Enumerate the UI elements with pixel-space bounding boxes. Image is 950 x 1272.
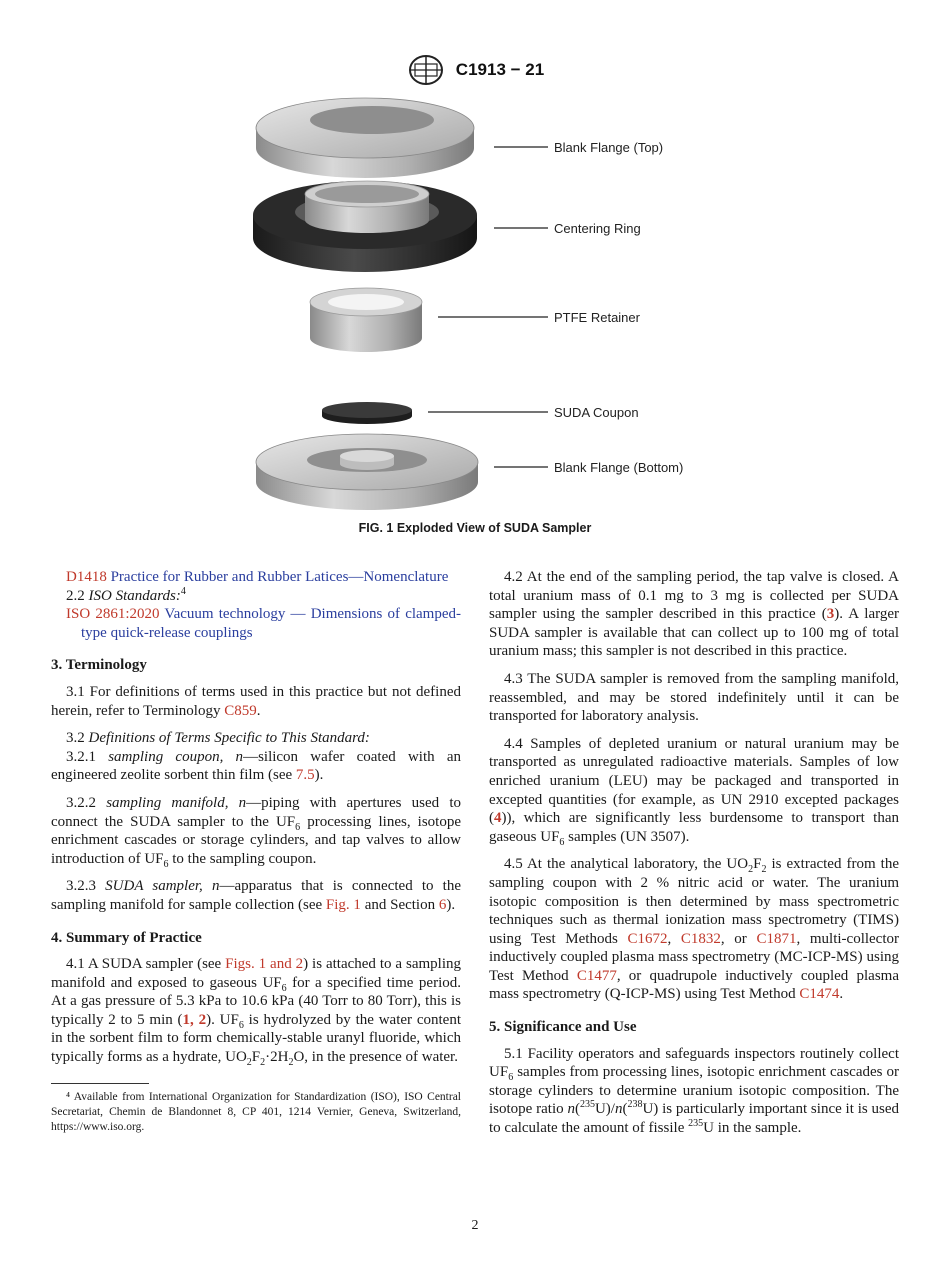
blank-flange-top	[256, 98, 474, 178]
footnote-divider	[51, 1083, 149, 1084]
paragraph-4-5: 4.5 At the analytical laboratory, the $UO_2F_2$ is extracted from the sampling coupon with 2 % nitric acid or water. The uranium isotopic composition is then determined by mass spectrometric techniques such as thermal ionization mass spectrometry (TIMS) using Test Methods C1672, C1832, or C1871, multi-collector inductively coupled plasma mass spectrometry (MC-ICP-MS) using Test Method C1477, or quadrupole inductively coupled plasma mass spectrometry (Q-ICP-MS) using Test Method C1474.	[489, 856, 900, 1003]
label-suda-coupon: SUDA Coupon	[554, 405, 639, 420]
standard-code: C1913 − 21	[455, 60, 545, 79]
page-number: 2	[471, 1218, 479, 1233]
ref-title-link[interactable]: Vacuum technology — Dimensions of clamped-type quick-release couplings	[81, 606, 462, 641]
iso-standards-heading: 2.2 ISO Standards:$^4$	[66, 585, 186, 604]
left-column	[51, 568, 461, 1135]
paragraph-5-1: 5.1 Facility operators and safeguards inspectors routinely collect $UF_6$ samples from processing lines, isotopic enrichment cascades or storage cylinders to determine uranium isotopic composition. The isotope ratio n($^{235}$U)/n($^{238}$U) is particularly important since it is used to calculate the amount of fissile $^{235}$U in the sample.	[489, 1045, 899, 1137]
ref-link-4[interactable]: 4	[494, 810, 502, 827]
paragraph-3-2: 3.2 Definitions of Terms Specific to This Standard:	[66, 730, 370, 747]
link-c1871[interactable]: C1871	[756, 930, 797, 947]
link-c1672[interactable]: C1672	[627, 930, 668, 947]
link-fig-1[interactable]: Fig. 1	[325, 896, 361, 913]
figure-caption: FIG. 1 Exploded View of SUDA Sampler	[358, 521, 592, 535]
paragraph-4-4: 4.4 Samples of depleted uranium or natural uranium may be transported as unregulated radioactive materials. Samples of low enriched uranium (LEU) may be packaged and transported in excepted quantities (for example, as UN 2910 excepted packages (4)), which are significantly less burdensome to transport than gaseous $UF_6$ samples (UN 3507).	[489, 735, 899, 848]
link-c859[interactable]: C859	[224, 702, 257, 719]
section-5-heading: 5. Significance and Use	[489, 1019, 637, 1036]
paragraph-3-2-3: 3.2.3 SUDA sampler, n—apparatus that is connected to the sampling manifold for sample collection (see Fig. 1 and Section 6).	[51, 878, 461, 913]
centering-ring	[253, 181, 477, 272]
link-c1832[interactable]: C1832	[680, 930, 721, 947]
document-header	[0, 52, 950, 88]
link-c1477[interactable]: C1477	[576, 967, 617, 984]
exploded-view-figure	[0, 90, 950, 520]
astm-logo-icon	[406, 54, 446, 86]
section-4-heading: 4. Summary of Practice	[51, 929, 202, 946]
ref-title-link[interactable]: Practice for Rubber and Rubber Latices—Nomenclature	[110, 569, 449, 585]
paragraph-4-3: 4.3 The SUDA sampler is removed from the sampling manifold, reassembled, and may be stored indefinitely until it can be transported for laboratory analysis.	[489, 670, 899, 725]
paragraph-4-2: 4.2 At the end of the sampling period, the tap valve is closed. A total uranium mass of 0.1 mg to 3 mg is collected per SUDA sampler using the sampler described in this practice (3). A larger SUDA sampler is available that can collect up to 100 mg of total uranium mass; this sampler is not described in this practice.	[489, 569, 899, 660]
ref-link-1-2[interactable]: 1, 2	[182, 1011, 207, 1028]
link-7-5[interactable]: 7.5	[295, 767, 315, 784]
ptfe-retainer	[310, 288, 422, 352]
label-centering-ring: Centering Ring	[554, 221, 641, 236]
footnote-4: ⁴ Available from International Organization for Standardization (ISO), ISO Central Secretariat, Chemin de Blandonnet 8, CP 401, 1214 Vernier, Geneva, Switzerland, https://www.iso.org.	[51, 1090, 461, 1133]
ref-link-3[interactable]: 3	[826, 606, 835, 623]
label-blank-flange-bottom: Blank Flange (Bottom)	[554, 460, 684, 475]
suda-coupon	[322, 402, 412, 424]
paragraph-3-2-1: 3.2.1 sampling coupon, n—silicon wafer coated with an engineered zeolite sorbent thin film (see 7.5).	[51, 748, 462, 784]
blank-flange-bottom	[256, 434, 478, 510]
paragraph-3-2-2: 3.2.2 sampling manifold, n—piping with apertures used to connect the SUDA sampler to the $UF_6$ processing lines, isotope enrichment cascades or storage cylinders, and tap valves to allow introduction of $UF_6$ to the sampling coupon.	[51, 794, 461, 870]
section-3-heading: 3. Terminology	[51, 657, 147, 674]
paragraph-4-1: 4.1 A SUDA sampler (see Figs. 1 and 2) is attached to a sampling manifold and exposed to gaseous $UF_6$ for a specified time period. At a gas pressure of 5.3 kPa to 10.6 kPa (40 Torr to 80 Torr), this is typically 2 to 5 min (1, 2). $UF_6$ is hydrolyzed by the water content in the sorbent film to form chemically-stable uranyl fluoride, which typically forms as a hydrate, $UO_2F_2\cdot 2H_2O$, in the presence of water.	[51, 956, 461, 1069]
link-section-6[interactable]: 6	[438, 896, 447, 913]
label-ptfe-retainer: PTFE Retainer	[554, 310, 640, 325]
link-figs-1-2[interactable]: Figs. 1 and 2	[225, 956, 304, 973]
reference-d1418	[51, 568, 461, 587]
ref-code-link[interactable]: ISO 2861:2020	[66, 606, 160, 623]
right-column	[489, 568, 899, 1147]
paragraph-3-1: 3.1 For definitions of terms used in this practice but not defined herein, refer to Terminology C859.	[51, 683, 461, 719]
reference-iso-2861	[51, 605, 461, 642]
ref-code-link[interactable]: D1418	[66, 569, 107, 585]
link-c1474[interactable]: C1474	[799, 986, 840, 1003]
label-blank-flange-top: Blank Flange (Top)	[554, 140, 664, 155]
